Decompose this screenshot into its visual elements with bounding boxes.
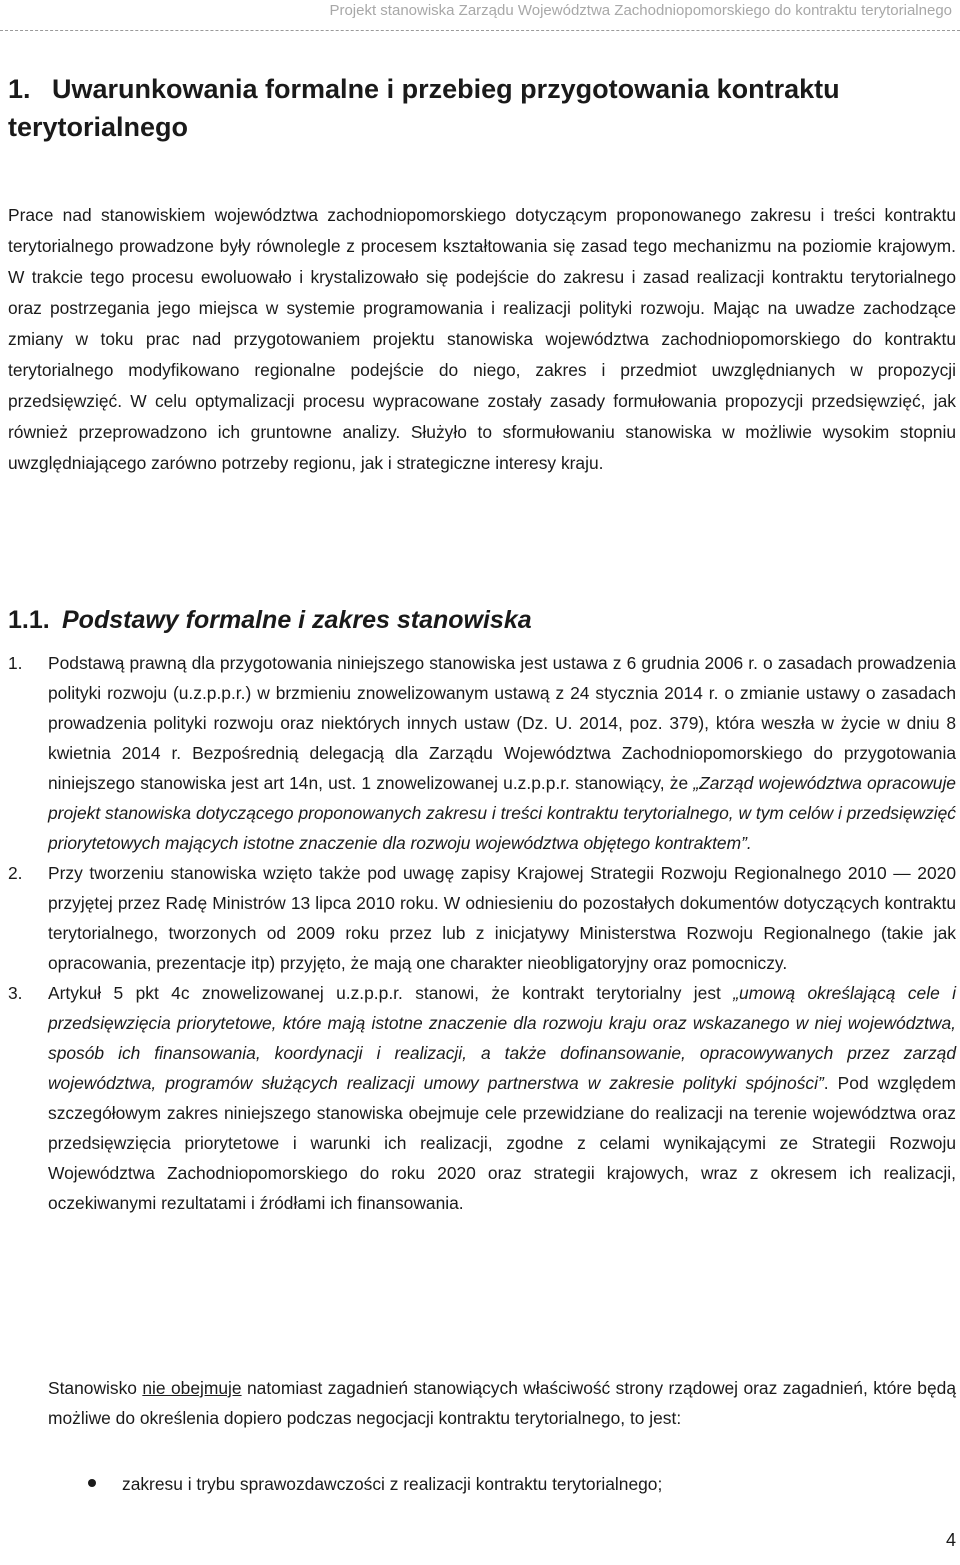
bullet-icon	[88, 1479, 96, 1487]
list-item-text: Podstawą prawną dla przygotowania niniejszego stanowiska jest ustawa z 6 grudnia 2006 r. o zasadach prowadzenia polityki rozwoju (u.z.p.p.r.) w brzmieniu znowelizowanym ustawą z 24 stycznia 2014 r. o zmianie ustawy o zasadach prowadzenia polityki rozwoju oraz niektórych innych ustaw (Dz. U. 2014, poz. 379), która weszła w życie w dniu 8 kwietnia 2014 r. Bezpośrednią delegacją dla Zarządu Województwa Zachodniopomorskiego do przygotowania niniejszego stanowiska jest art 14n, ust. 1 znowelizowanej u.z.p.p.r. stanowiący, że	[48, 653, 956, 793]
exclusions-underlined: nie obejmuje	[142, 1378, 242, 1398]
list-item	[8, 978, 956, 1218]
intro-paragraph: Prace nad stanowiskiem województwa zachodniopomorskiego dotyczącym proponowanego zakresu i treści kontraktu terytorialnego prowadzone były równolegle z procesem kształtowania się zasad tego mechanizmu na poziomie krajowym. W trakcie tego procesu ewoluowało i krystalizowało się podejście do zakresu i zasad realizacji kontraktu terytorialnego oraz postrzegania jego miejsca w systemie programowania i realizacji polityki rozwoju. Mając na uwadze zachodzące zmiany w toku prac nad przygotowaniem projektu stanowiska województwa zachodniopomorskiego do kontraktu terytorialnego modyfikowano regionalne podejście do niego, zakres i przedmiot uwzględnianych w propozycji przedsięwzięć. W celu optymalizacji procesu wypracowane zostały zasady formułowania propozycji przedsięwzięć, jak również przeprowadzono ich gruntowne analizy. Służyło to sformułowaniu stanowiska w możliwie wysokim stopniu uwzględniającego zarówno potrzeby regionu, jak i strategiczne interesy kraju.	[8, 205, 956, 473]
list-item-quote: „Zarząd województwa opracowuje projekt stanowiska dotyczącego proponowanych zakresu i treści kontraktu terytorialnego, w tym celów i przedsięwzięć priorytetowych mających istotne znaczenie dla rozwoju województwa objętego kontraktem”.	[48, 773, 956, 853]
numbered-list	[8, 648, 956, 1218]
section-1-number: 1.	[8, 74, 31, 104]
list-item-text: Artykuł 5 pkt 4c znowelizowanej u.z.p.p.r. stanowi, że kontrakt terytorialny jest	[48, 983, 734, 1003]
list-item-number: 1.	[8, 653, 23, 673]
exclusions-text-end: natomiast zagadnień stanowiących właściwość strony rządowej oraz zagadnień, które będą możliwe do określenia dopiero podczas negocjacji kontraktu terytorialnego, to jest:	[48, 1378, 956, 1428]
list-item-number: 3.	[8, 983, 23, 1003]
list-item-text: Przy tworzeniu stanowiska wzięto także pod uwagę zapisy Krajowej Strategii Rozwoju Regionalnego 2010 — 2020 przyjętej przez Radę Ministrów 13 lipca 2010 roku. W odniesieniu do pozostałych dokumentów dotyczących kontraktu terytorialnego, tworzonych od 2009 roku przez lub z inicjatywy Ministerstwa Rozwoju Regionalnego (takie jak opracowania, prezentacje itp) przyjęto, że mają one charakter nieobligatoryjny oraz pomocniczy.	[48, 863, 956, 973]
list-item	[8, 858, 956, 978]
list-item-text-continued: . Pod względem szczegółowym zakres niniejszego stanowiska obejmuje cele przewidziane do realizacji na terenie województwa oraz przedsięwzięcia priorytetowe i warunki ich realizacji, zgodne z celami wynikającymi ze Strategii Rozwoju Województwa Zachodniopomorskiego do roku 2020 oraz strategii krajowych, wraz z okresem ich realizacji, oczekiwanymi rezultatami i źródłami ich finansowania.	[48, 1073, 956, 1213]
bullet-list	[48, 1469, 956, 1499]
list-item-quote: „umową określającą cele i przedsięwzięcia priorytetowe, które mają istotne znaczenie dla rozwoju kraju oraz wskazanego w niej województwa, sposób ich finansowania, koordynacji i realizacji, a także dofinansowanie, opracowywanych przez zarząd województwa, programów służących realizacji umowy partnerstwa w zakresie polityki spójności”	[48, 983, 957, 1093]
exclusions-text-start: Stanowisko	[48, 1378, 143, 1398]
exclusions-paragraph	[48, 1373, 956, 1433]
section-1-heading	[8, 70, 956, 146]
list-item	[8, 648, 956, 858]
list-item-number: 2.	[8, 863, 23, 883]
header-divider	[0, 30, 960, 31]
page-number: 4	[945, 1530, 956, 1550]
bullet-item	[48, 1469, 956, 1499]
section-1-1-heading	[8, 602, 956, 638]
section-1-1-title: Podstawy formalne i zakres stanowiska	[62, 606, 532, 634]
bullet-text: zakresu i trybu sprawozdawczości z realizacji kontraktu terytorialnego;	[122, 1474, 663, 1494]
section-1-title: Uwarunkowania formalne i przebieg przygotowania kontraktu terytorialnego	[8, 74, 840, 142]
running-header: Projekt stanowiska Zarządu Województwa Zachodniopomorskiego do kontraktu terytorialnego	[329, 2, 952, 19]
section-1-1-number: 1.1.	[8, 606, 50, 634]
